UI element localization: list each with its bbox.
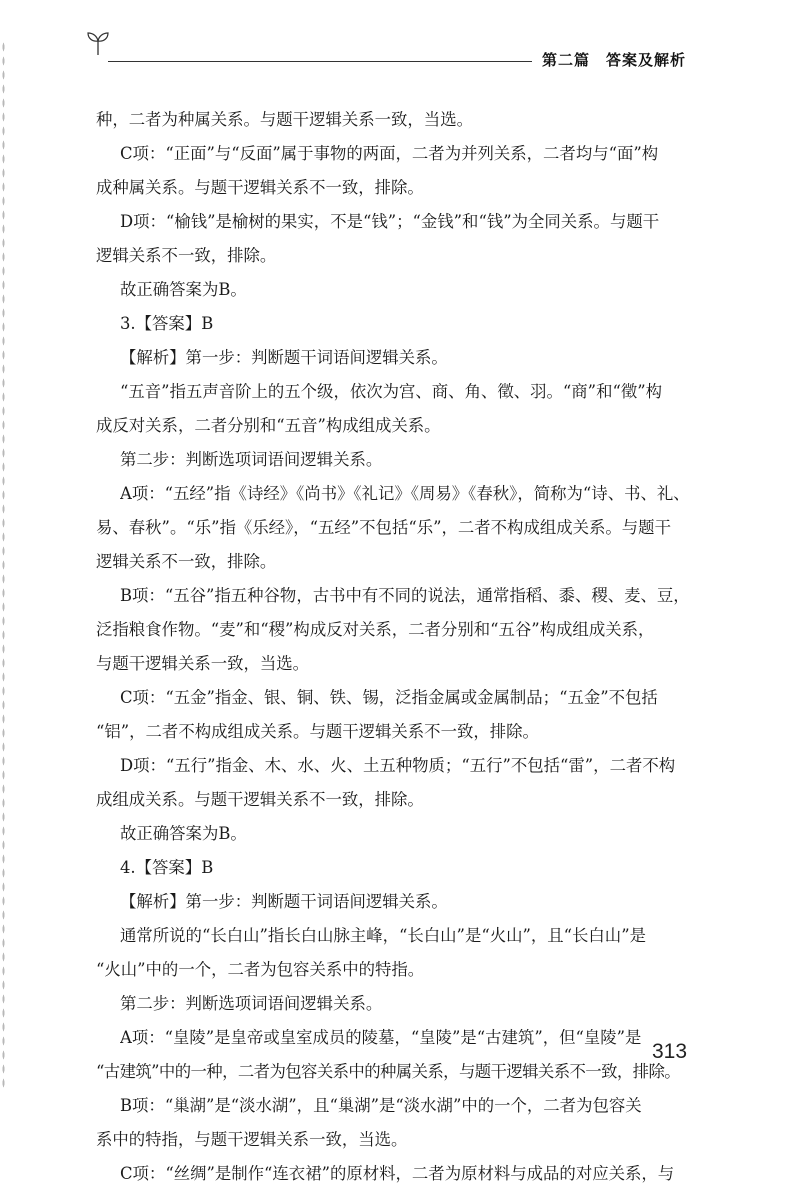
- analysis-heading: 【解析】第一步：判断题干词语间逻辑关系。: [120, 348, 448, 367]
- text-line: 逻辑关系不一致，排除。: [96, 246, 277, 265]
- sprout-icon: [86, 30, 110, 56]
- running-header-title: 第二篇 答案及解析: [542, 51, 687, 69]
- text-line: “五音”指五声音阶上的五个级，依次为宫、商、角、徵、羽。“商”和“徵”构: [120, 382, 662, 401]
- text-line: 通常所说的“长白山”指长白山脉主峰，“长白山”是“火山”，且“长白山”是: [120, 926, 646, 945]
- text-line: “铝”，二者不构成组成关系。与题干逻辑关系不一致，排除。: [96, 722, 539, 741]
- analysis-heading: 【解析】第一步：判断题干词语间逻辑关系。: [120, 892, 448, 911]
- text-line: C项：“五金”指金、银、铜、铁、锡，泛指金属或金属制品；“五金”不包括: [120, 688, 658, 707]
- text-line: 逻辑关系不一致，排除。: [96, 552, 277, 571]
- page-number: 313: [652, 1040, 688, 1063]
- text-line: “火山”中的一个，二者为包容关系中的特指。: [96, 960, 425, 979]
- answer-heading: 3.【答案】B: [120, 314, 214, 333]
- text-line: C项：“丝绸”是制作“连衣裙”的原材料，二者为原材料与成品的对应关系，与: [120, 1164, 675, 1183]
- text-line: C项：“正面”与“反面”属于事物的两面，二者为并列关系，二者均与“面”构: [120, 144, 659, 163]
- answer-heading: 4.【答案】B: [120, 858, 214, 877]
- text-line: B项：“五谷”指五种谷物，古书中有不同的说法，通常指稻、黍、稷、麦、豆，: [120, 586, 690, 605]
- header-rule: [108, 61, 532, 62]
- text-line: 成反对关系，二者分别和“五音”构成组成关系。: [96, 416, 441, 435]
- text-line: A项：“皇陵”是皇帝或皇室成员的陵墓，“皇陵”是“古建筑”，但“皇陵”是: [120, 1028, 642, 1047]
- text-line: 系中的特指，与题干逻辑关系一致，当选。: [96, 1130, 408, 1149]
- text-line: A项：“五经”指《诗经》《尚书》《礼记》《周易》《春秋》，简称为“诗、书、礼、: [120, 484, 690, 503]
- text-line: 易、春秋”。“乐”指《乐经》，“五经”不包括“乐”，二者不构成组成关系。与题干: [96, 518, 671, 537]
- text-line: 与题干逻辑关系一致，当选。: [96, 654, 310, 673]
- text-line: 故正确答案为B。: [120, 280, 247, 299]
- text-line: 成组成关系。与题干逻辑关系不一致，排除。: [96, 790, 424, 809]
- text-line: 成种属关系。与题干逻辑关系不一致，排除。: [96, 178, 424, 197]
- text-line: 第二步：判断选项词语间逻辑关系。: [120, 994, 383, 1013]
- text-line: B项：“巢湖”是“淡水湖”，且“巢湖”是“淡水湖”中的一个，二者为包容关: [120, 1096, 642, 1115]
- text-line: 故正确答案为B。: [120, 824, 247, 843]
- text-line: 第二步：判断选项词语间逻辑关系。: [120, 450, 383, 469]
- text-line: 泛指粮食作物。“麦”和“稷”构成反对关系，二者分别和“五谷”构成组成关系，: [96, 620, 655, 639]
- text-line: D项：“榆钱”是榆树的果实，不是“钱”；“金钱”和“钱”为全同关系。与题干: [120, 212, 660, 231]
- text-line: 种，二者为种属关系。与题干逻辑关系一致，当选。: [96, 110, 473, 129]
- text-line: D项：“五行”指金、木、水、火、土五种物质；“五行”不包括“雷”，二者不构: [120, 756, 676, 775]
- scan-edge-marks: [2, 40, 5, 1090]
- text-line: “古建筑”中的一种，二者为包容关系中的种属关系，与题干逻辑关系不一致，排除。: [96, 1062, 681, 1081]
